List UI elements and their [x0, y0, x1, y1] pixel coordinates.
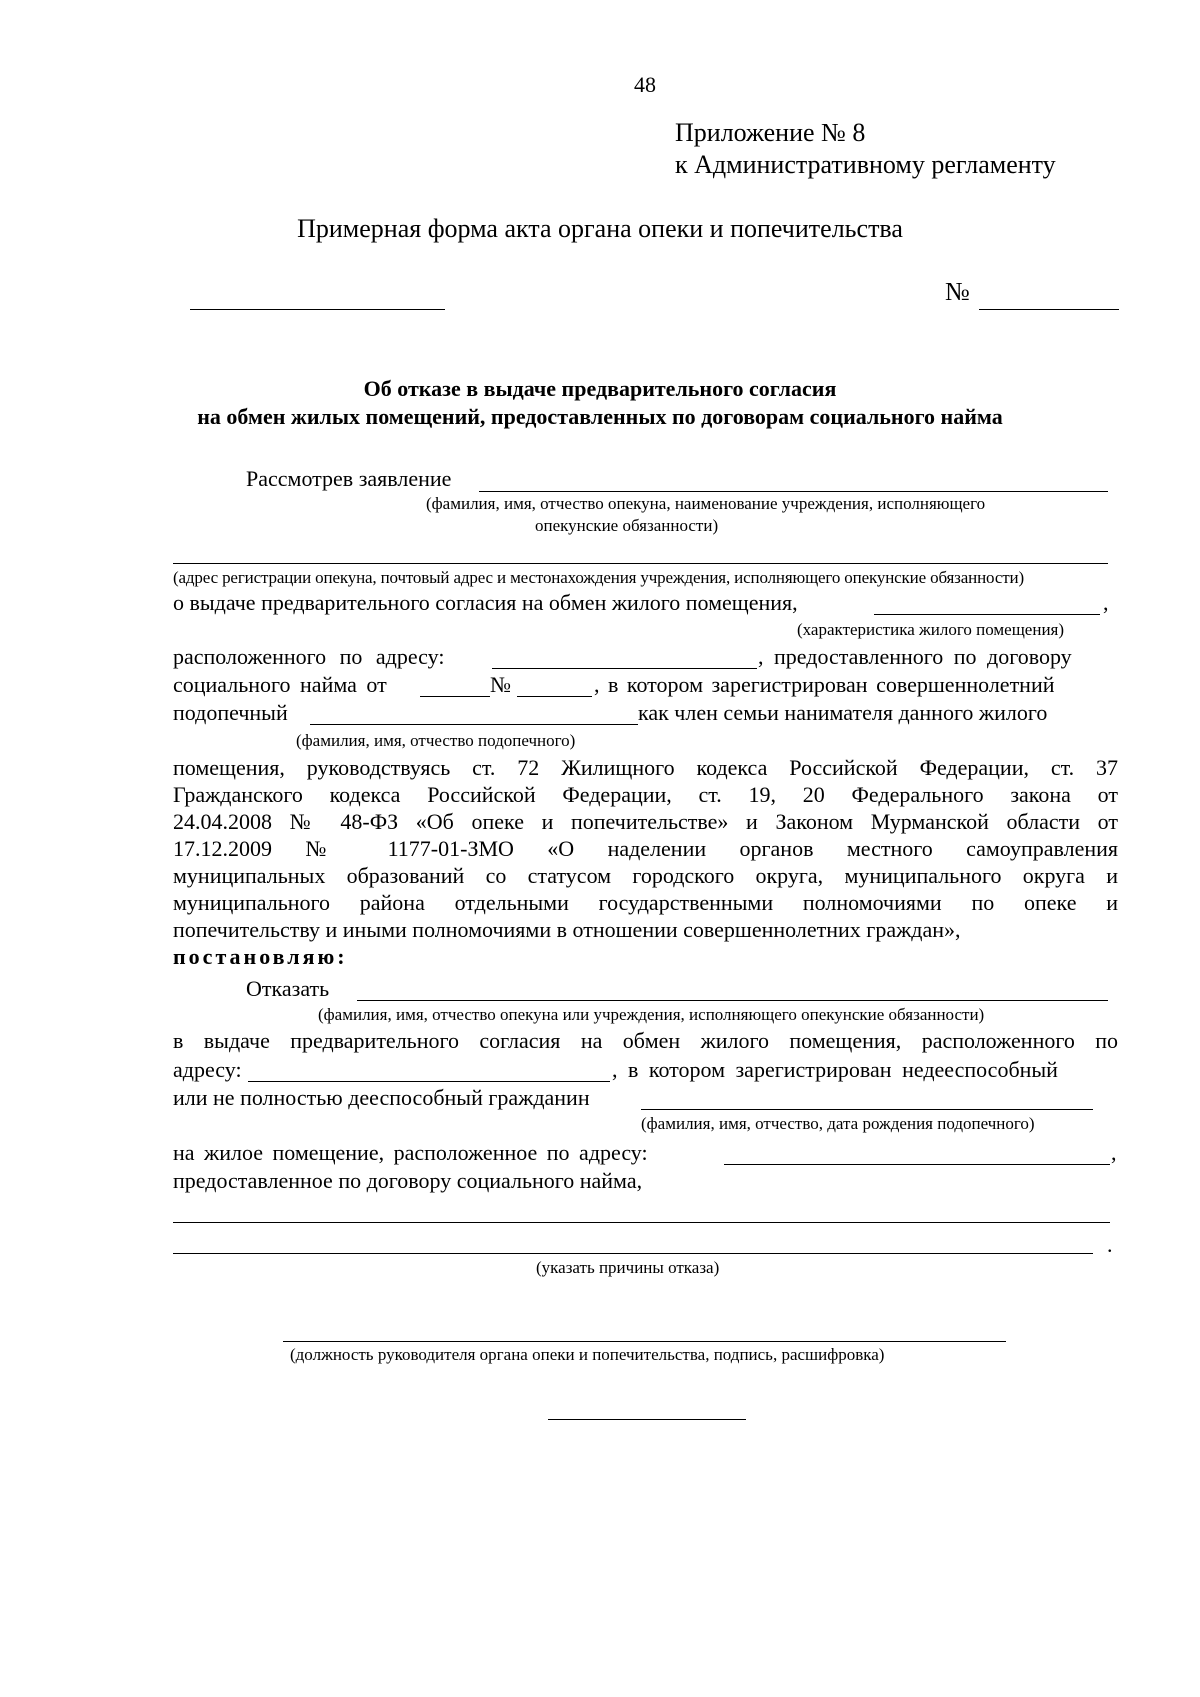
line-ward-b: как член семьи нанимателя данного жилого: [638, 700, 1048, 725]
line-refuse-1: в выдаче предварительного согласия на обмен жилого помещения, расположенного по: [173, 1028, 1118, 1053]
refuse-label: Отказать: [246, 976, 330, 1001]
paragraph-line-4: 17.12.2009 № 1177-01-ЗМО «О наделении органов местного самоуправления: [173, 836, 1118, 861]
caption-dwelling: (характеристика жилого помещения): [797, 620, 1065, 639]
decree-word: постановляю:: [173, 944, 348, 969]
date-field-line: [190, 309, 445, 310]
line-social-b: , в котором зарегистрирован совершеннолетний: [594, 672, 1055, 697]
line-provided: предоставленное по договору социального найма,: [173, 1168, 643, 1193]
line-refuse-2a: адресу:: [173, 1057, 242, 1082]
comma-1: ,: [1103, 590, 1109, 615]
paragraph-line-5: муниципальных образований со статусом городского округа, муниципального округа и: [173, 863, 1118, 888]
comma-2: ,: [1111, 1140, 1117, 1165]
line-social-a: социального найма от: [173, 672, 387, 697]
caption-address: (адрес регистрации опекуна, почтовый адрес и местонахождения учреждения, исполняющего опекунские обязанности): [173, 568, 1024, 587]
caption-reasons: (указать причины отказа): [536, 1258, 720, 1277]
caption-citizen: (фамилия, имя, отчество, дата рождения подопечного): [641, 1114, 1035, 1133]
paragraph-line-7: попечительству и иными полномочиями в отношении совершеннолетних граждан»,: [173, 917, 961, 942]
refuse-address-field-line: [248, 1081, 610, 1082]
located-address-field-line: [492, 668, 757, 669]
paragraph-line-2: Гражданского кодекса Российской Федерации, ст. 19, 20 Федерального закона от: [173, 782, 1118, 807]
applicant-field-line: [479, 491, 1108, 492]
page-number: 48: [634, 72, 656, 97]
dwelling-address-field-line: [724, 1164, 1110, 1165]
contract-date-field-line: [420, 696, 490, 697]
line-ward-a: подопечный: [173, 700, 288, 725]
appendix-line-1: Приложение № 8: [675, 118, 866, 147]
address-field-line: [173, 563, 1108, 564]
citizen-field-line: [641, 1109, 1093, 1110]
form-title: Примерная форма акта органа опеки и попечительства: [297, 214, 903, 243]
line-located-a: расположенного по адресу:: [173, 644, 445, 669]
contract-number-field-line: [517, 696, 592, 697]
line-located-b: , предоставленного по договору: [758, 644, 1072, 669]
reason-field-line-2: [173, 1253, 1093, 1254]
document-heading-line-2: на обмен жилых помещений, предоставленных по договорам социального найма: [197, 404, 1003, 429]
paragraph-line-6: муниципального района отдельными государственными полномочиями по опеке и: [173, 890, 1118, 915]
period: .: [1107, 1232, 1113, 1257]
number-sign: №: [945, 277, 970, 306]
bottom-separator-line: [548, 1419, 746, 1420]
line-refuse-3: или не полностью дееспособный гражданин: [173, 1085, 590, 1110]
contract-number-sign: №: [490, 672, 511, 697]
caption-refuse: (фамилия, имя, отчество опекуна или учреждения, исполняющего опекунские обязанности): [318, 1005, 985, 1024]
paragraph-line-1: помещения, руководствуясь ст. 72 Жилищного кодекса Российской Федерации, ст. 37: [173, 755, 1118, 780]
appendix-line-2: к Административному регламенту: [675, 150, 1056, 179]
line-dwelling-a: на жилое помещение, расположенное по адресу:: [173, 1140, 648, 1165]
caption-signature: (должность руководителя органа опеки и попечительства, подпись, расшифровка): [290, 1345, 885, 1364]
signature-field-line: [283, 1341, 1006, 1342]
line-issue-1: о выдаче предварительного согласия на обмен жилого помещения,: [173, 590, 798, 615]
number-field-line: [979, 309, 1119, 310]
paragraph-line-3: 24.04.2008 № 48-ФЗ «Об опеке и попечительстве» и Законом Мурманской области от: [173, 809, 1118, 834]
dwelling-field-line: [874, 614, 1100, 615]
caption-guardian-2: опекунские обязанности): [535, 516, 719, 535]
document-heading-line-1: Об отказе в выдаче предварительного согласия: [363, 376, 837, 401]
ward-field-line: [310, 724, 638, 725]
caption-ward: (фамилия, имя, отчество подопечного): [296, 731, 576, 750]
line-refuse-2b: , в котором зарегистрирован недееспособный: [612, 1057, 1058, 1082]
caption-guardian-1: (фамилия, имя, отчество опекуна, наименование учреждения, исполняющего: [426, 494, 986, 513]
considered-label: Рассмотрев заявление: [246, 466, 452, 491]
reason-field-line-1: [173, 1222, 1110, 1223]
refuse-field-line: [357, 1000, 1108, 1001]
